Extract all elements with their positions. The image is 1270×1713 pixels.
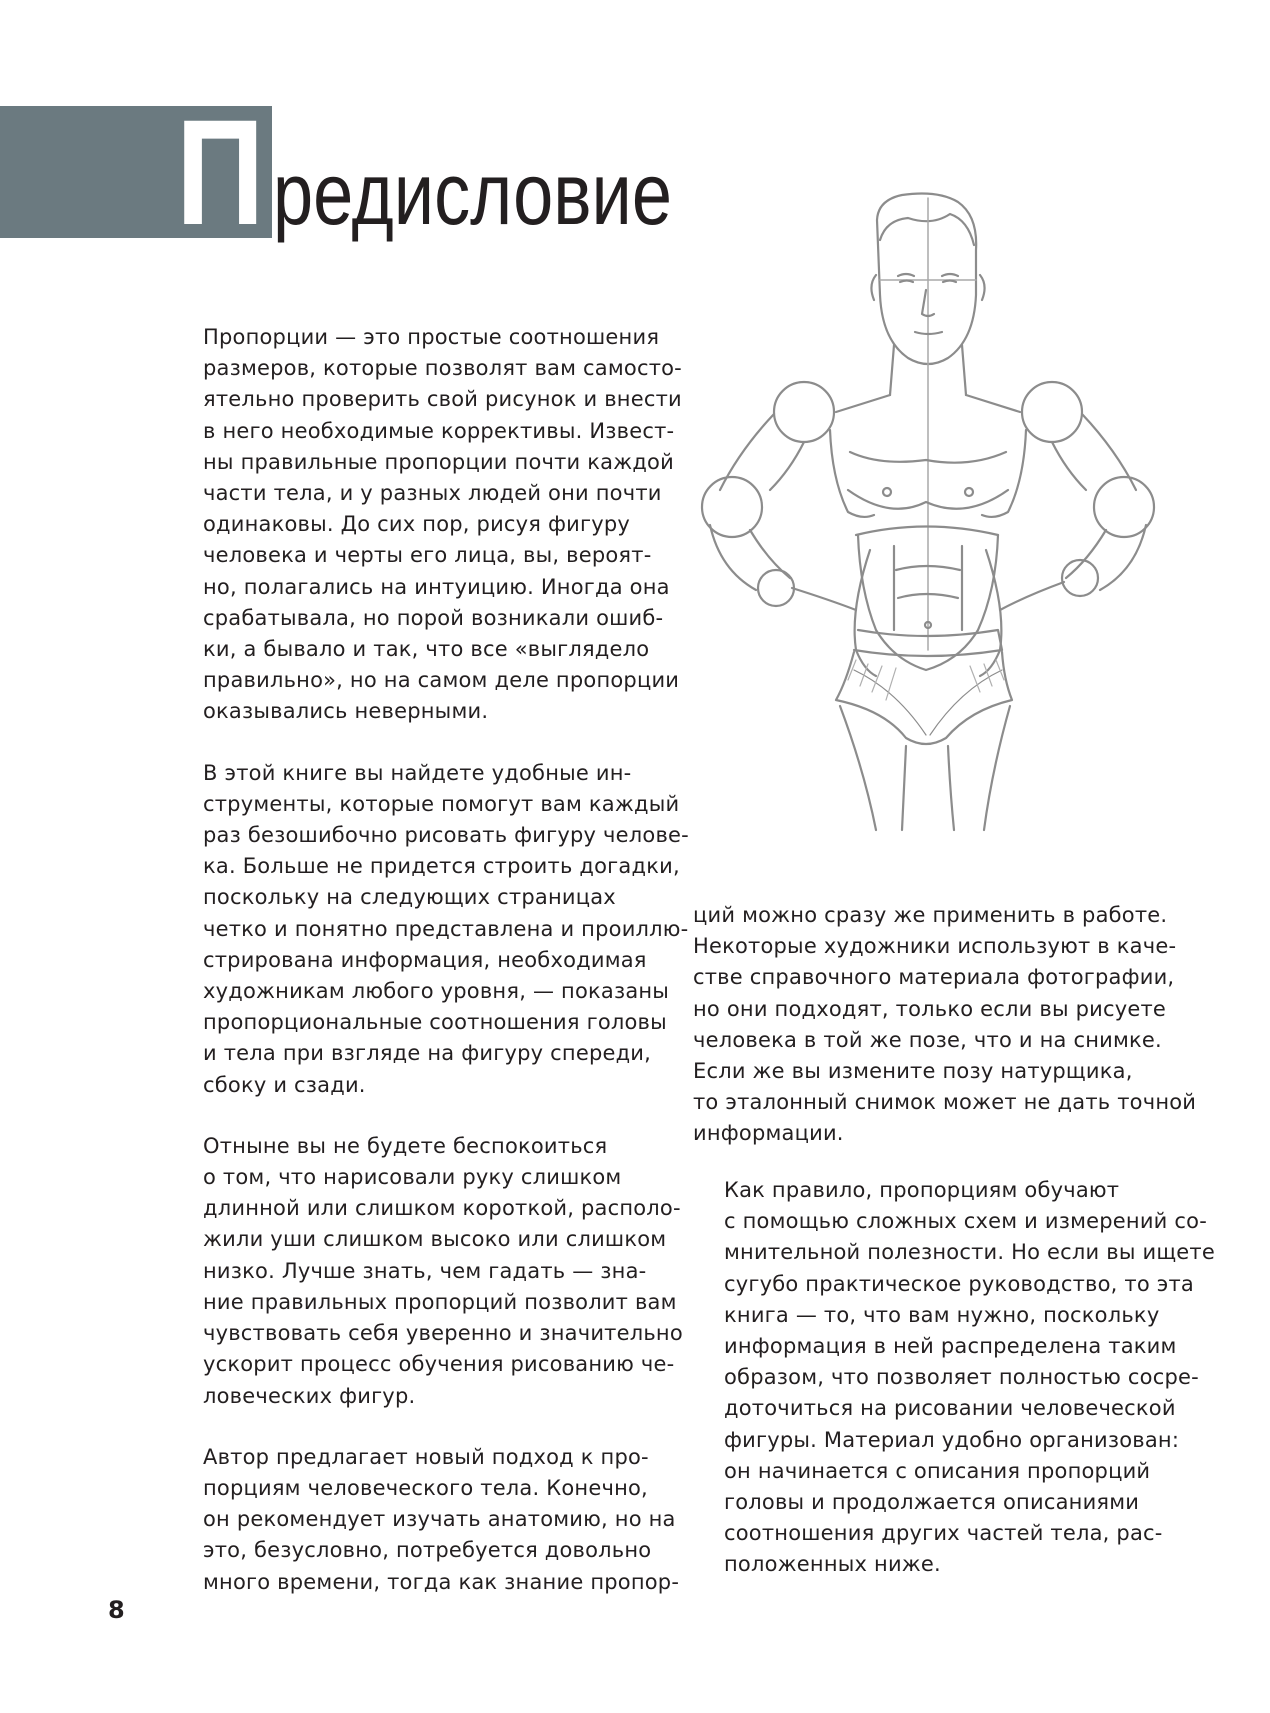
text-line: в него необходимые коррективы. Извест- (203, 418, 675, 443)
page-title-initial: П (176, 88, 265, 256)
text-line: ловеческих фигур. (203, 1383, 416, 1408)
text-line: но они подходят, только если вы рисуете (693, 996, 1167, 1021)
paragraph (693, 900, 1197, 1150)
text-line: соотношения других частей тела, рас- (724, 1521, 1163, 1546)
text-line: Если же вы измените позу натурщика, (693, 1059, 1133, 1084)
text-line: сбоку и сзади. (203, 1072, 366, 1097)
text-line: человека в той же позе, что и на снимке. (693, 1027, 1162, 1052)
text-line: информация в ней распределена таким (724, 1334, 1177, 1359)
text-line: доточиться на рисовании человеческой (724, 1396, 1176, 1421)
text-line: ны правильные пропорции почти каждой (203, 449, 674, 474)
page-title: редисловие (273, 144, 672, 243)
text-line: человека и черты его лица, вы, вероят- (203, 543, 652, 568)
text-line: это, безусловно, потребуется довольно (203, 1538, 652, 1563)
text-line: он рекомендует изучать анатомию, но на (203, 1507, 676, 1532)
text-line: информации. (693, 1121, 844, 1146)
text-line: Отныне вы не будете беспокоиться (203, 1133, 608, 1158)
text-line: Автор предлагает новый подход к про- (203, 1444, 649, 1469)
paragraph (172, 322, 682, 728)
text-line: много времени, тогда как знание пропор- (203, 1569, 680, 1594)
paragraph (172, 1442, 680, 1598)
text-line: книга — то, что вам нужно, поскольку (724, 1302, 1160, 1327)
page-number: 8 (108, 1596, 125, 1624)
text-line: струменты, которые помогут вам каждый (203, 791, 680, 816)
proportion-sketch-male-figure-front-icon (680, 190, 1200, 860)
left-column-text (172, 322, 689, 1628)
text-line: образом, что позволяет полностью сосре- (724, 1365, 1199, 1390)
text-line: ятельно проверить свой рисунок и внести (203, 387, 682, 412)
text-line: он начинается с описания пропорций (724, 1458, 1151, 1483)
text-line: мнительной полезности. Но если вы ищете (724, 1240, 1215, 1265)
text-line: срабатывала, но порой возникали ошиб- (203, 605, 664, 630)
right-column-text (693, 900, 1197, 1180)
text-line: с помощью сложных схем и измерений со- (724, 1209, 1207, 1234)
text-line: длинной или слишком короткой, располо- (203, 1196, 681, 1221)
text-line: и тела при взгляде на фигуру спереди, (203, 1041, 652, 1066)
text-line: Некоторые художники используют в каче- (693, 934, 1177, 959)
text-line: о том, что нарисовали руку слишком (203, 1165, 622, 1190)
paragraph (172, 758, 689, 1101)
right-column-text-lower (693, 1175, 1215, 1611)
text-line: художникам любого уровня, — показаны (203, 979, 670, 1004)
text-line: но, полагались на интуицию. Иногда она (203, 574, 670, 599)
text-line: стрирована информация, необходимая (203, 947, 647, 972)
text-line: низко. Лучше знать, чем гадать — зна- (203, 1258, 647, 1283)
text-line: раз безошибочно рисовать фигуру челове- (203, 823, 689, 848)
text-line: одинаковы. До сих пор, рисуя фигуру (203, 512, 631, 537)
text-line: фигуры. Материал удобно организован: (724, 1427, 1180, 1452)
text-line: положенных ниже. (724, 1552, 941, 1577)
text-line: головы и продолжается описаниями (724, 1490, 1140, 1515)
text-line: порциям человеческого тела. Конечно, (203, 1475, 648, 1500)
paragraph (172, 1131, 683, 1412)
text-line: пропорциональные соотношения головы (203, 1010, 667, 1035)
text-line: размеров, которые позволят вам самосто- (203, 356, 682, 381)
text-line: правильно», но на самом деле пропорции (203, 668, 680, 693)
text-line: ние правильных пропорций позволит вам (203, 1289, 677, 1314)
text-line: поскольку на следующих страницах (203, 885, 616, 910)
text-line: Пропорции — это простые соотношения (203, 325, 660, 349)
text-line: ка. Больше не придется строить догадки, (203, 854, 680, 879)
text-line: чувствовать себя уверенно и значительно (203, 1321, 683, 1346)
text-line: Как правило, пропорциям обучают (724, 1178, 1120, 1202)
text-line: стве справочного материала фотографии, (693, 965, 1175, 990)
text-line: четко и понятно представлена и проиллю- (203, 916, 689, 941)
text-line: оказывались неверными. (203, 699, 489, 724)
text-line: В этой книге вы найдете удобные ин- (203, 760, 632, 785)
text-line: ки, а бывало и так, что все «выглядело (203, 637, 650, 662)
text-line: ускорит процесс обучения рисованию че- (203, 1352, 675, 1377)
paragraph (693, 1175, 1215, 1581)
text-line: ций можно сразу же применить в работе. (693, 903, 1168, 927)
text-line: сугубо практическое руководство, то эта (724, 1271, 1194, 1296)
text-line: жили уши слишком высоко или слишком (203, 1227, 667, 1252)
text-line: то эталонный снимок может не дать точной (693, 1090, 1197, 1115)
text-line: части тела, и у разных людей они почти (203, 481, 662, 506)
